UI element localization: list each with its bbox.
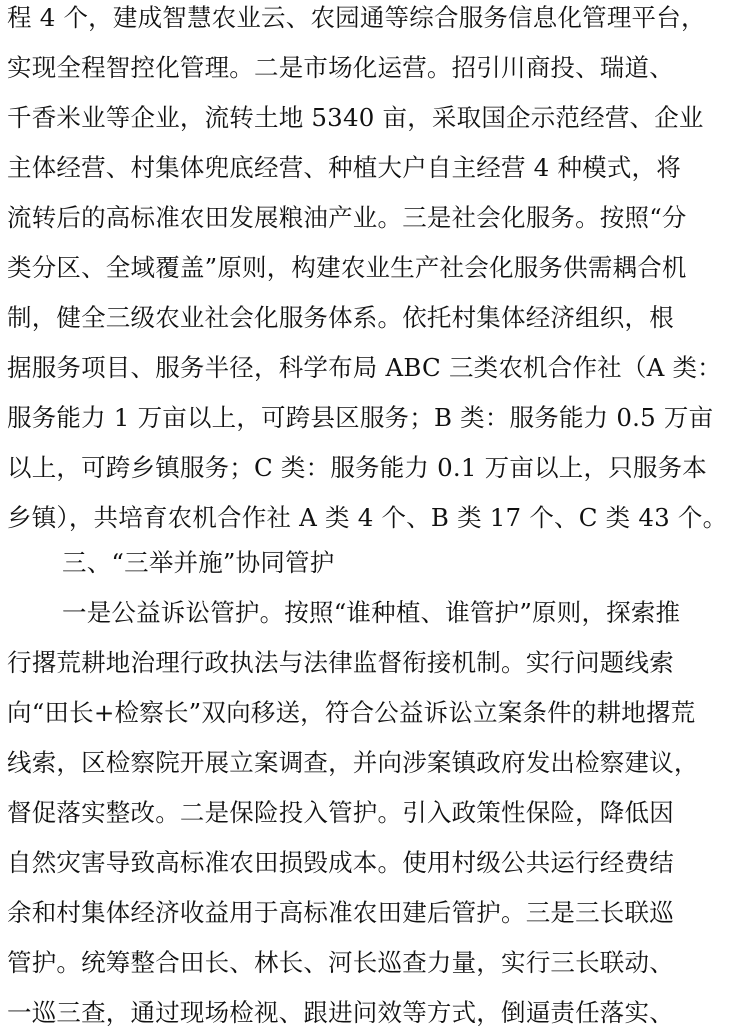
text-line: 向“田长+检察长”双向移送，符合公益诉讼立案条件的耕地撂荒 bbox=[7, 698, 696, 727]
section-heading: 三、“三举并施”协同管护 bbox=[62, 548, 335, 577]
text-line: 线索，区检察院开展立案调查，并向涉案镇政府发出检察建议， bbox=[7, 748, 699, 777]
text-line: 服务能力 1 万亩以上，可跨县区服务；B 类：服务能力 0.5 万亩 bbox=[7, 403, 714, 432]
text-line: 程 4 个，建成智慧农业云、农园通等综合服务信息化管理平台， bbox=[7, 3, 706, 32]
text-line: 类分区、全域覆盖”原则，构建农业生产社会化服务供需耦合机 bbox=[7, 253, 687, 282]
text-line: 乡镇），共培育农机合作社 A 类 4 个、B 类 17 个、C 类 43 个。 bbox=[7, 503, 728, 532]
text-line: 自然灾害导致高标准农田损毁成本。使用村级公共运行经费结 bbox=[7, 848, 674, 877]
text-line: 管护。统筹整合田长、林长、河长巡查力量，实行三长联动、 bbox=[7, 948, 674, 977]
text-line: 实现全程智控化管理。二是市场化运营。招引川商投、瑞道、 bbox=[7, 53, 674, 82]
text-line: 主体经营、村集体兜底经营、种植大户自主经营 4 种模式，将 bbox=[7, 153, 681, 182]
text-line: 千香米业等企业，流转土地 5340 亩，采取国企示范经营、企业 bbox=[7, 103, 704, 132]
text-line: 流转后的高标准农田发展粮油产业。三是社会化服务。按照“分 bbox=[7, 203, 687, 232]
text-line: 行撂荒耕地治理行政执法与法律监督衔接机制。实行问题线索 bbox=[7, 648, 674, 677]
text-line: 一是公益诉讼管护。按照“谁种植、谁管护”原则，探索推 bbox=[62, 598, 681, 627]
text-line: 一巡三查，通过现场检视、跟进问效等方式，倒逼责任落实、 bbox=[7, 998, 674, 1027]
text-line: 据服务项目、服务半径，科学布局 ABC 三类农机合作社（A 类： bbox=[7, 353, 722, 382]
text-line: 以上，可跨乡镇服务；C 类：服务能力 0.1 万亩以上，只服务本 bbox=[7, 453, 707, 482]
text-line: 余和村集体经济收益用于高标准农田建后管护。三是三长联巡 bbox=[7, 898, 674, 927]
text-line: 制，健全三级农业社会化服务体系。依托村集体经济组织，根 bbox=[7, 303, 674, 332]
text-line: 督促落实整改。二是保险投入管护。引入政策性保险，降低因 bbox=[7, 798, 674, 827]
